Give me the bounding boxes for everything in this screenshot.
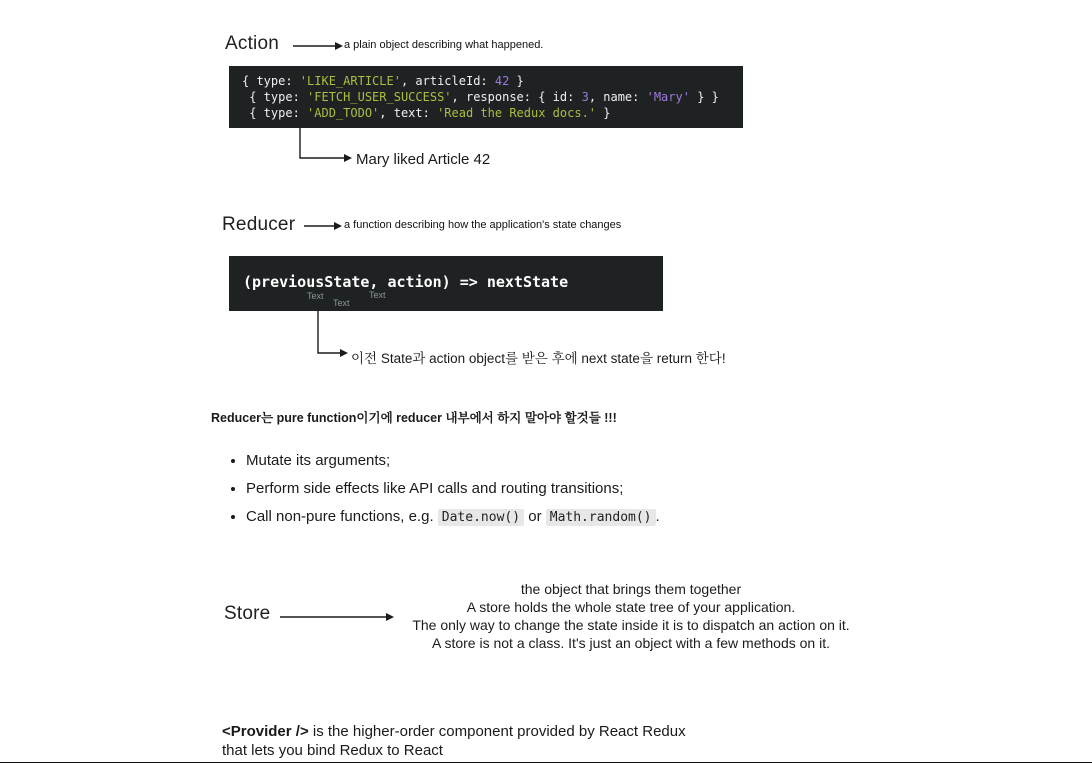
store-description xyxy=(396,580,866,652)
reducer-arrow-icon xyxy=(303,218,345,234)
dont-item: • Perform side effects like API calls and routing transitions; xyxy=(246,480,848,498)
code-line: { type: 'ADD_TODO', text: 'Read the Redux docs.' } xyxy=(242,106,611,120)
store-arrow-icon xyxy=(279,608,397,626)
reducer-code-block xyxy=(229,256,663,311)
text-artifact: Text xyxy=(333,298,350,308)
code-line: { type: 'FETCH_USER_SUCCESS', response: { id: 3, name: 'Mary' } } xyxy=(242,90,719,104)
store-description-line: A store holds the whole state tree of your application. xyxy=(466,599,796,615)
store-description-line: The only way to change the state inside it is to dispatch an action on it. xyxy=(412,617,850,633)
action-callout-arrow-icon xyxy=(296,128,358,168)
reducer-donts xyxy=(228,452,848,537)
reducer-warning-text: Reducer는 pure function이기에 reducer 내부에서 하지 말아야 할것들 !!! xyxy=(211,411,617,425)
code-line: { type: 'LIKE_ARTICLE', articleId: 42 } xyxy=(242,74,524,88)
reducer-callout-arrow-icon xyxy=(314,311,354,361)
provider-line-2: that lets you bind Redux to React xyxy=(222,742,443,759)
action-code-lines xyxy=(242,73,743,121)
reducer-heading: Reducer xyxy=(222,214,296,235)
store-description-line: the object that brings them together xyxy=(520,581,742,597)
reducer-annotation: a function describing how the application's state changes xyxy=(344,219,622,231)
dont-item: • Mutate its arguments; xyxy=(246,452,848,470)
action-heading: Action xyxy=(225,33,280,54)
provider-paragraph xyxy=(222,722,686,760)
reducer-korean-callout: 이전 State과 action object를 받은 후에 next state을 return 한다! xyxy=(351,351,726,366)
store-heading: Store xyxy=(224,603,271,624)
action-arrow-icon xyxy=(292,38,346,54)
provider-line-1-rest: is the higher-order component provided by React Redux xyxy=(308,723,686,740)
action-annotation: a plain object describing what happened. xyxy=(344,39,544,51)
provider-line-1 xyxy=(222,722,686,741)
donts-list xyxy=(228,452,848,527)
store-description-line: A store is not a class. It's just an object with a few methods on it. xyxy=(432,635,830,651)
dont-item: • Call non-pure functions, e.g. Date.now() or Math.random() . xyxy=(246,508,848,527)
reducer-code-text: (previousState, action) => nextState xyxy=(243,273,569,291)
action-code-block xyxy=(229,66,743,128)
provider-tag: <Provider /> xyxy=(222,723,309,740)
text-artifact: Text xyxy=(307,291,324,301)
action-example-callout: Mary liked Article 42 xyxy=(356,151,491,168)
text-artifact: Text xyxy=(369,290,386,300)
